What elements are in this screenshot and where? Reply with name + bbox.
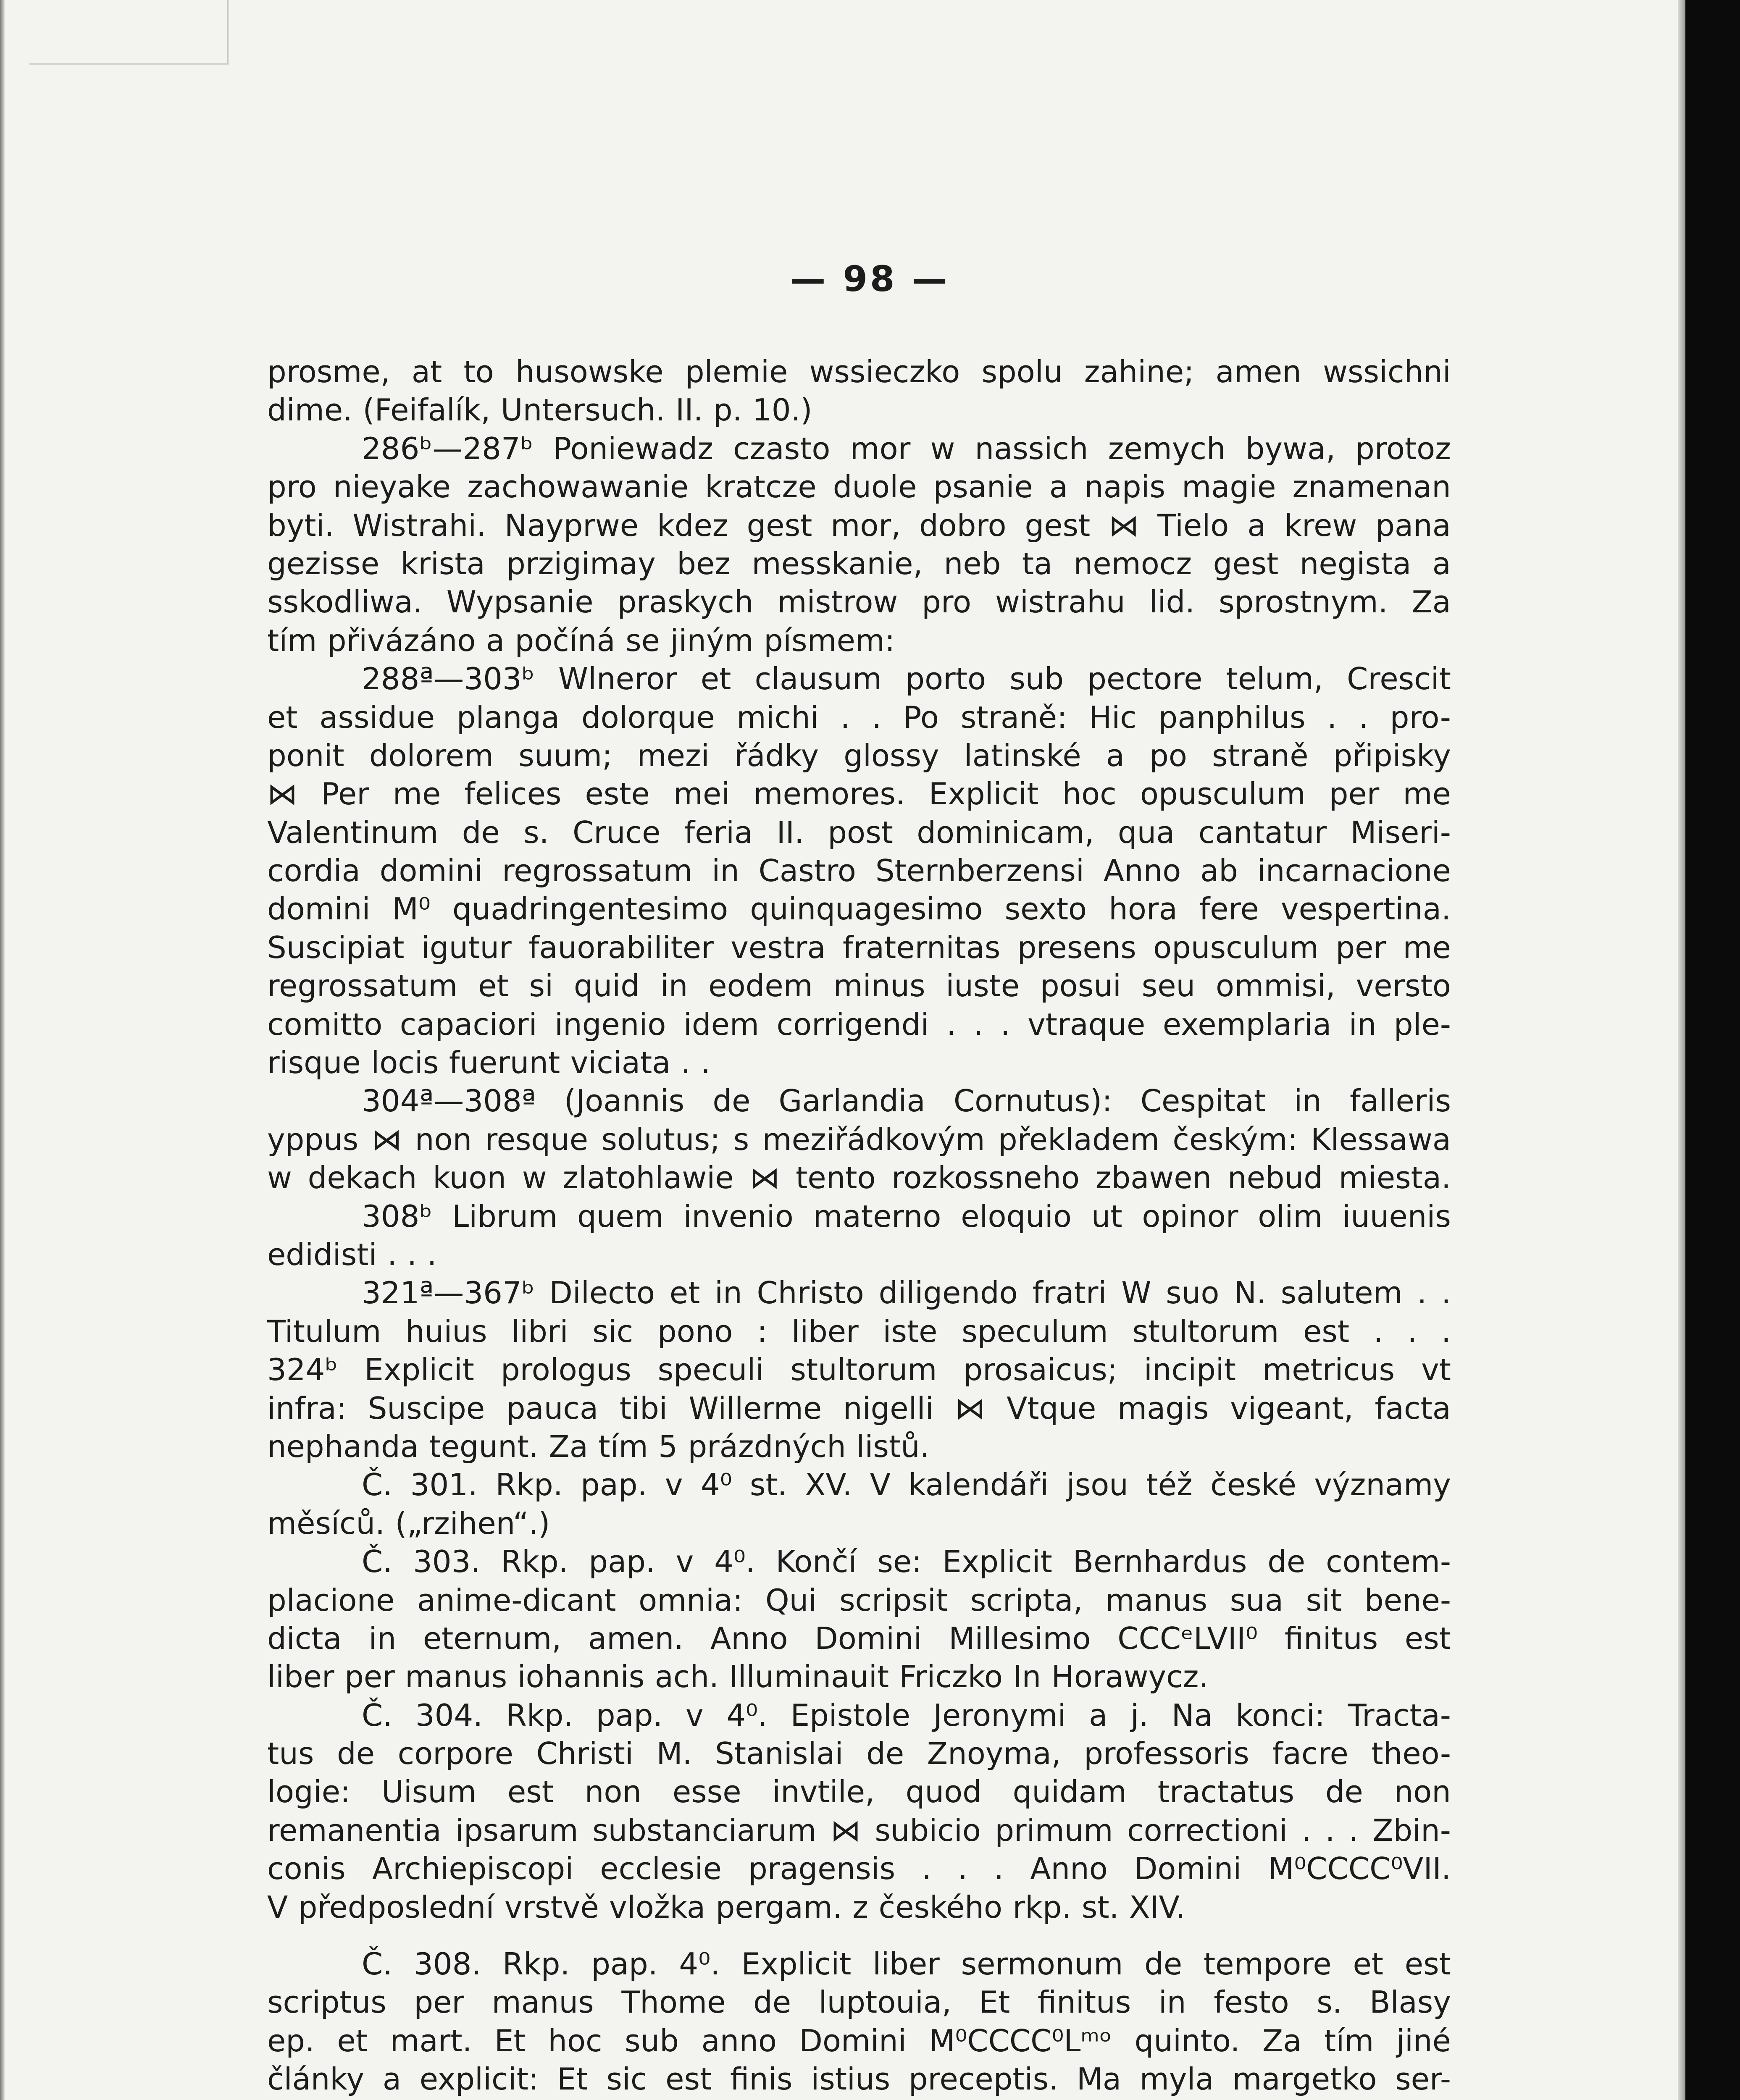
text-line: w dekach kuon w zlatohlawie ⋈ tento rozkossneho zbawen nebud miesta. (267, 1160, 1451, 1196)
text-line: 308ᵇ Librum quem invenio materno eloquio ut opinor olim iuuenis (362, 1198, 1451, 1234)
text-line: ponit dolorem suum; mezi řádky glossy latinské a po straně připisky (267, 738, 1451, 773)
text-line: risque locis fuerunt viciata . . (267, 1045, 711, 1081)
text-line: nephanda tegunt. Za tím 5 prázdných listů. (267, 1428, 930, 1464)
text-line: infra: Suscipe pauca tibi Willerme nigelli ⋈ Vtque magis vigeant, facta (267, 1390, 1451, 1426)
text-line: ep. et mart. Et hoc sub anno Domini M⁰CCCC⁰Lᵐᵒ quinto. Za tím jiné (267, 2023, 1451, 2058)
text-line (267, 2099, 1451, 2100)
text-line: dicta in eternum, amen. Anno Domini Millesimo CCCᵉLVII⁰ finitus est (267, 1620, 1451, 1656)
text-line: scriptus per manus Thome de luptouia, Et finitus in festo s. Blasy (267, 1984, 1451, 2020)
scan-edge-shadow (1678, 0, 1685, 2100)
body-text (267, 353, 1451, 2100)
text-line: tím přivázáno a počíná se jiným písmem: (267, 622, 895, 658)
text-line: placione anime-dicant omnia: Qui scripsit scripta, manus sua sit bene- (267, 1582, 1451, 1618)
text-line: conis Archiepiscopi ecclesie pragensis . . . Anno Domini M⁰CCCC⁰VII. (267, 1851, 1451, 1887)
text-line: Valentinum de s. Cruce feria II. post dominicam, qua cantatur Miseri- (267, 814, 1451, 850)
text-line: Titulum huius libri sic pono : liber iste speculum stultorum est . . . (267, 1313, 1451, 1349)
scan-edge-right (1685, 0, 1740, 2100)
page-number: — 98 — (790, 258, 950, 299)
text-line: domini M⁰ quadringentesimo quinquagesimo sexto hora fere vespertina. (267, 891, 1451, 927)
text-line: comitto capaciori ingenio idem corrigendi . . . vtraque exemplaria in ple- (267, 1006, 1451, 1042)
text-line: články a explicit: Et sic est finis istius preceptis. Ma myla margetko ser- (267, 2061, 1451, 2097)
text-line: edidisti . . . (267, 1236, 437, 1272)
text-line: ⋈ Per me felices este mei memores. Explicit hoc opusculum per me (267, 776, 1451, 812)
text-line: pro nieyake zachowawanie kratcze duole psanie a napis magie znamenan (267, 469, 1451, 505)
text-line: logie: Uisum est non esse invtile, quod quidam tractatus de non (267, 1774, 1451, 1810)
text-line: regrossatum et si quid in eodem minus iuste posui seu ommisi, versto (267, 968, 1451, 1004)
text-line: remanentia ipsarum substanciarum ⋈ subicio primum correctioni . . . Zbin- (267, 1812, 1451, 1848)
text-line: 288ª—303ᵇ Wlneror et clausum porto sub pectore telum, Crescit (362, 661, 1451, 697)
text-line: dime. (Feifalík, Untersuch. II. p. 10.) (267, 392, 812, 428)
text-line: Č. 303. Rkp. pap. v 4⁰. Končí se: Explicit Bernhardus de contem- (362, 1544, 1451, 1580)
text-line: byti. Wistrahi. Nayprwe kdez gest mor, dobro gest ⋈ Tielo a krew pana (267, 507, 1451, 543)
text-line: měsíců. („rzihen“.) (267, 1505, 550, 1541)
text-line: et assidue planga dolorque michi . . Po straně: Hic panphilus . . pro- (267, 699, 1451, 735)
text-line: 286ᵇ—287ᵇ Poniewadz czasto mor w nassich zemych bywa, protoz (362, 430, 1451, 466)
text-line: tus de corpore Christi M. Stanislai de Znoyma, professoris facre theo- (267, 1736, 1451, 1772)
text-line: gezisse krista przigimay bez messkanie, neb ta nemocz gest negista a (267, 546, 1451, 581)
text-line: yppus ⋈ non resque solutus; s meziřádkovým překladem českým: Klessawa (267, 1121, 1451, 1157)
text-line: sskodliwa. Wypsanie praskych mistrow pro wistrahu lid. sprostnym. Za (267, 584, 1451, 620)
scan-corner-mark (29, 0, 229, 65)
text-line: Č. 304. Rkp. pap. v 4⁰. Epistole Jeronymi a j. Na konci: Tracta- (362, 1697, 1451, 1733)
text-line: liber per manus iohannis ach. Illuminauit Friczko In Horawycz. (267, 1659, 1209, 1695)
text-line: 304ª—308ª (Joannis de Garlandia Cornutus): Cespitat in falleris (362, 1083, 1451, 1119)
text-line: Č. 308. Rkp. pap. 4⁰. Explicit liber sermonum de tempore et est (362, 1946, 1451, 1982)
text-line: prosme, at to husowske plemie wssieczko spolu zahine; amen wssichni (267, 354, 1451, 389)
scan-edge-left (0, 0, 5, 2100)
text-line: cordia domini regrossatum in Castro Sternberzensi Anno ab incarnacione (267, 853, 1451, 889)
text-line: Č. 301. Rkp. pap. v 4⁰ st. XV. V kalendáři jsou též české významy (362, 1467, 1451, 1503)
text-line: 321ª—367ᵇ Dilecto et in Christo diligendo fratri W suo N. salutem . . (362, 1275, 1451, 1311)
text-line: Suscipiat igutur fauorabiliter vestra fraternitas presens opusculum per me (267, 929, 1451, 965)
text-line: 324ᵇ Explicit prologus speculi stultorum prosaicus; incipit metricus vt (267, 1352, 1451, 1388)
text-line: V předposlední vrstvě vložka pergam. z českého rkp. st. XIV. (267, 1889, 1185, 1925)
